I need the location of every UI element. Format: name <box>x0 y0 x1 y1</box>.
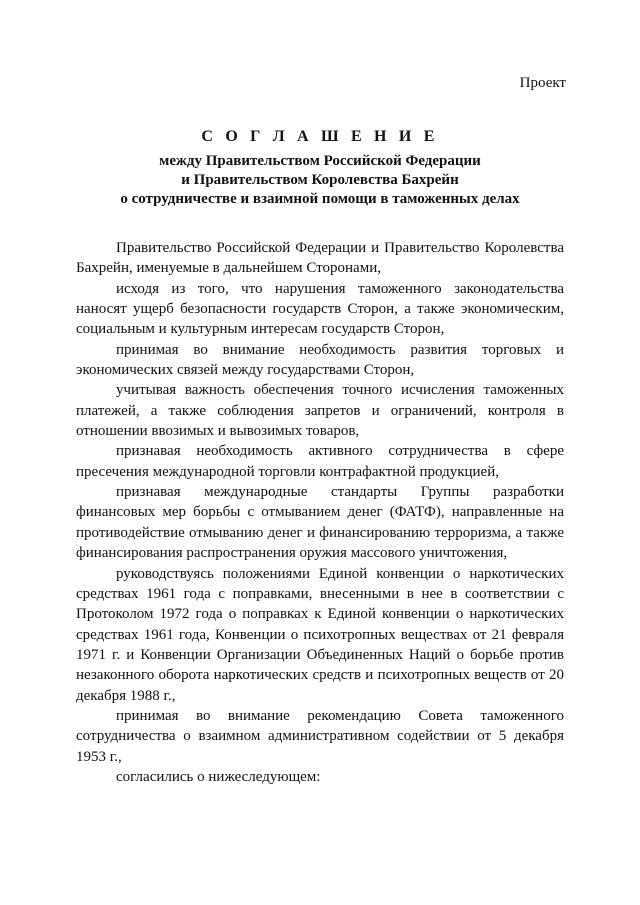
paragraph-customs-payments: учитывая важность обеспечения точного исчисления таможенных платежей, а также соблюдения запретов и ограничений, контроля в отношении ввозимых и вывозимых товаров, <box>76 382 564 440</box>
paragraph-parties: Правительство Российской Федерации и Правительство Королевства Бахрейн, именуемые в дальнейшем Сторонами, <box>76 240 564 277</box>
paragraph-customs-violations: исходя из того, что нарушения таможенного законодательства наносят ущерб безопасности государств Сторон, а также экономическим, социальным и культурным интересам государств Сторон, <box>76 280 564 338</box>
draft-label: Проект <box>519 75 566 91</box>
document-body <box>76 238 564 787</box>
subtitle-line-1: между Правительством Российской Федерации <box>159 153 481 169</box>
paragraph-ccc-recommendation: принимая во внимание рекомендацию Совета таможенного сотрудничества о взаимном административном содействии от 5 декабря 1953 г., <box>76 707 564 765</box>
paragraph-economic-ties: принимая во внимание необходимость развития торговых и экономических связей между государствами Сторон, <box>76 341 564 379</box>
paragraph-narcotics-conventions: руководствуясь положениями Единой конвенции о наркотических средствах 1961 года с поправками, внесенными в нее в соответствии с Протоколом 1972 года о поправках к Единой конвенции о наркотических средствах 1961 года, Конвенции о психотропных веществах от 21 февраля 1971 г. и Конвенции Организации Объединенных Наций о борьбе против незаконного оборота наркотических средств и психотропных веществ от 20 декабря 1988 г., <box>76 565 564 704</box>
subtitle-line-3: о сотрудничестве и взаимной помощи в таможенных делах <box>120 191 520 207</box>
paragraph-fatf: признавая международные стандарты Группы разработки финансовых мер борьбы с отмыванием денег (ФАТФ), направленные на противодействие отмыванию денег и финансированию терроризма, а также финансирования распространения оружия массового уничтожения, <box>76 484 564 562</box>
document-title: С О Г Л А Ш Е Н И Е <box>201 128 439 145</box>
paragraph-counterfeit: признавая необходимость активного сотрудничества в сфере пресечения международной торговли контрафактной продукцией, <box>76 443 564 480</box>
subtitle-line-2: и Правительством Королевства Бахрейн <box>181 172 459 188</box>
paragraph-agreed: согласились о нижеследующем: <box>116 768 321 785</box>
